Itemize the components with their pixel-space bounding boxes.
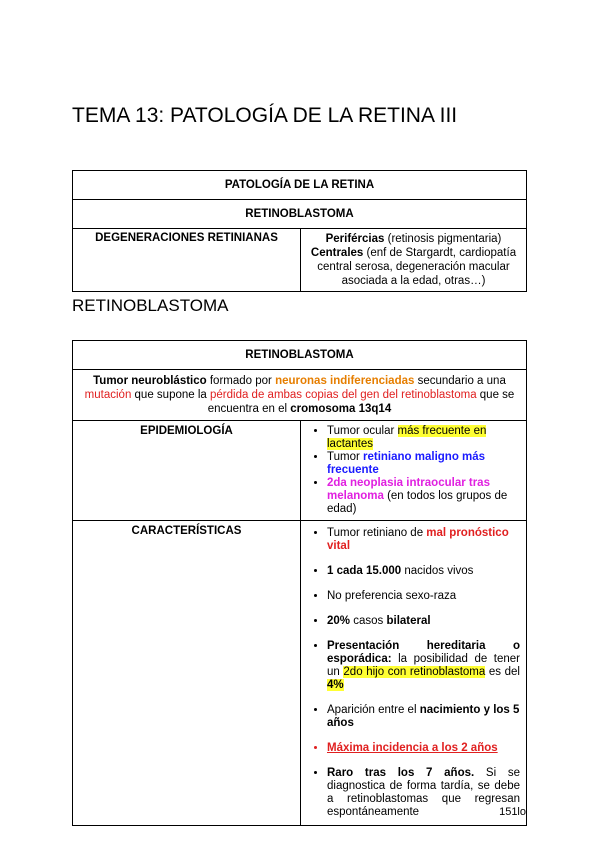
page-title: TEMA 13: PATOLOGÍA DE LA RETINA III xyxy=(72,104,458,127)
intro-highlight: neuronas indiferenciadas xyxy=(275,375,415,387)
peripheral-label: Perifércias xyxy=(325,233,385,245)
item-text: Tumor retiniano de xyxy=(327,527,427,539)
retinoblastoma-table xyxy=(72,340,527,826)
item-highlight: 4% xyxy=(327,679,344,691)
item-highlight: 2do hijo con retinoblastoma xyxy=(343,666,486,678)
item-text: casos xyxy=(350,615,387,627)
table-subheader: RETINOBLASTOMA xyxy=(73,200,527,229)
item-term: 20% xyxy=(327,615,351,627)
intro-text: secundario a una xyxy=(414,375,506,387)
epidemiology-label: EPIDEMIOLOGÍA xyxy=(73,421,301,521)
list-item xyxy=(327,451,520,477)
item-term: 1 cada 15.000 xyxy=(327,565,402,577)
central-text: (enf de Stargardt, cardiopatía central serosa, degeneración macular asociada a la edad, otras…) xyxy=(317,247,517,287)
item-text: nacidos vivos xyxy=(401,565,474,577)
item-term: bilateral xyxy=(386,615,431,627)
intro-text: que se encuentra en el xyxy=(207,389,515,415)
item-text: (en todos los grupos de edad) xyxy=(327,490,508,515)
intro-text: formado por xyxy=(206,375,276,387)
epidemiology-content xyxy=(301,421,527,521)
table-header: RETINOBLASTOMA xyxy=(73,341,527,370)
item-highlight: retiniano maligno más frecuente xyxy=(327,451,486,476)
list-item xyxy=(327,767,520,819)
list-item xyxy=(327,477,520,516)
peripheral-text: (retinosis pigmentaria) xyxy=(384,233,502,245)
item-text: Tumor ocular xyxy=(327,425,398,437)
intro-highlight: mutación xyxy=(84,389,132,401)
characteristics-label: CARACTERÍSTICAS xyxy=(73,521,301,826)
row-label: DEGENERACIONES RETINIANAS xyxy=(73,229,301,292)
list-item xyxy=(327,742,520,755)
intro-cell xyxy=(73,370,527,421)
intro-text: que supone la xyxy=(131,389,210,401)
item-highlight: más frecuente en lactantes xyxy=(327,425,487,450)
intro-term: cromosoma 13q14 xyxy=(290,403,392,415)
item-highlight: mal pronóstico vital xyxy=(327,527,509,552)
page-number: 151lo xyxy=(499,806,526,818)
list-item xyxy=(327,565,520,578)
item-text: es del xyxy=(485,666,520,678)
retina-pathology-table xyxy=(72,170,527,292)
item-highlight: 2da neoplasia intraocular tras melanoma xyxy=(327,477,490,502)
list-item xyxy=(327,590,520,603)
row-content xyxy=(301,229,527,292)
item-term: Raro tras los 7 años. xyxy=(327,767,475,779)
item-text: No preferencia sexo-raza xyxy=(327,590,457,602)
central-label: Centrales xyxy=(310,247,364,259)
item-text: Tumor xyxy=(327,451,363,463)
list-item xyxy=(327,425,520,451)
item-text: Aparición entre el xyxy=(327,704,420,716)
intro-highlight: pérdida de ambas copias del gen del retinoblastoma xyxy=(210,389,477,401)
table-header: PATOLOGÍA DE LA RETINA xyxy=(73,171,527,200)
item-text: Si se diagnostica de forma tardía, se debe a retinoblastomas que regresan espontáneamente xyxy=(327,767,521,818)
list-item xyxy=(327,640,520,692)
list-item xyxy=(327,527,520,553)
list-item xyxy=(327,615,520,628)
characteristics-content xyxy=(301,521,527,826)
item-text: la posibilidad de tener un xyxy=(327,653,520,678)
section-title: RETINOBLASTOMA xyxy=(72,296,229,315)
list-item xyxy=(327,704,520,730)
item-highlight: Máxima incidencia a los 2 años xyxy=(327,742,498,754)
intro-term: Tumor neuroblástico xyxy=(93,375,207,387)
item-term: nacimiento y los 5 años xyxy=(327,704,520,729)
item-term: Presentación hereditaria o esporádica: xyxy=(327,640,520,665)
